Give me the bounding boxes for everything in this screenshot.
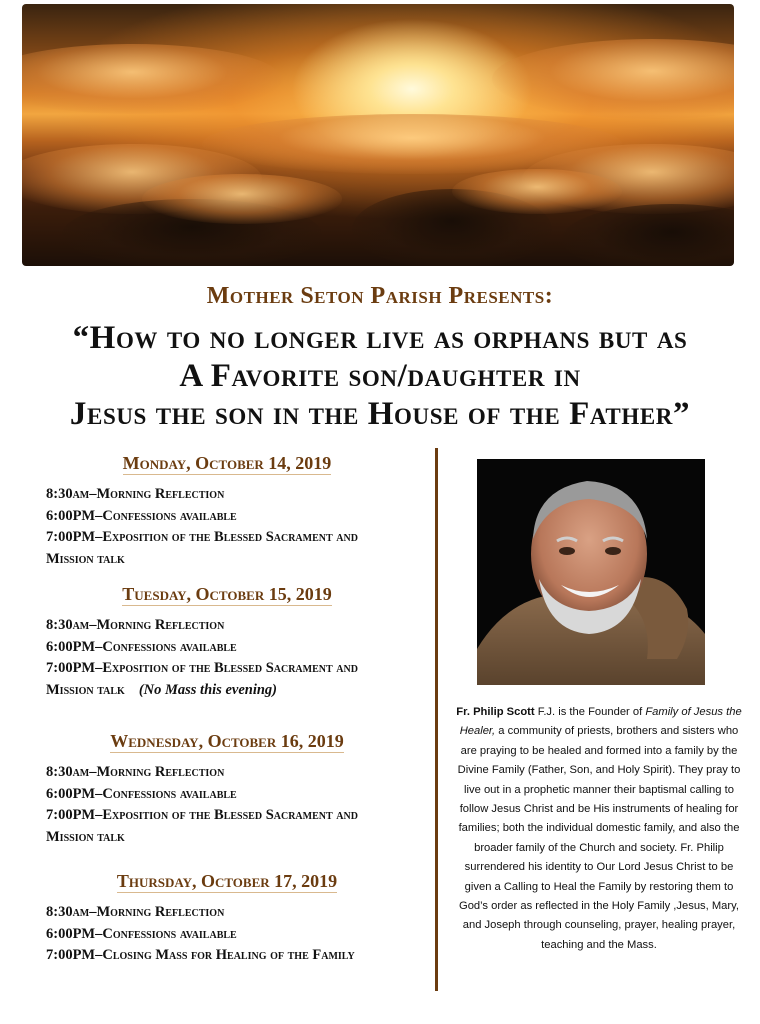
day-heading-thursday xyxy=(22,871,432,892)
schedule-line: 6:00PM–Confessions available xyxy=(46,785,237,802)
schedule-line: Mission talk xyxy=(46,828,125,845)
parish-presents-heading: Mother Seton Parish Presents: xyxy=(206,283,554,309)
schedule-line: 8:30am–Morning Reflection xyxy=(46,764,225,780)
event-title-line-3: Jesus the son in the House of the Father” xyxy=(69,396,691,432)
schedule-line: 7:00PM–Exposition of the Blessed Sacrament and xyxy=(46,807,358,823)
event-title-line-1: “How to no longer live as orphans but as xyxy=(72,320,688,356)
schedule-line: 6:00PM–Confessions available xyxy=(46,638,237,655)
schedule-line-with-note xyxy=(46,680,406,702)
bio-text-body: a community of priests, brothers and sisters who are praying to be healed and formed into a family by the Divine Family (Father, Son, and Holy Spirit). They pray to live out in a prophetic manner their baptismal calling to follow Jesus Christ and be His instruments of healing for families; both the individual domestic family, and also the broader family of the Church and society. Fr. Philip surrendered his identity to Our Lord Jesus Christ to be given a Calling to Heal the Family by restoring them to God’s order as reflected in the Holy Family ,Jesus, Mary, and Joseph through counseling, prayer, healing prayer, teaching and the Mass. xyxy=(457,725,741,951)
schedule-line: Mission talk xyxy=(46,550,125,567)
sunrise-clouds-banner xyxy=(22,4,734,266)
schedule-line: 7:00PM–Exposition of the Blessed Sacrament and xyxy=(46,529,358,545)
event-title-line-2: A Favorite son/daughter in xyxy=(179,358,581,394)
priest-name: Fr. Philip Scott xyxy=(456,706,535,718)
column-divider xyxy=(435,448,438,991)
day-schedule-thursday xyxy=(46,902,406,967)
priest-biography xyxy=(456,703,742,955)
bio-text-intro: F.J. is the Founder of xyxy=(534,706,646,718)
community-name: Family of Jesus the Healer, xyxy=(459,706,742,738)
day-schedule-tuesday xyxy=(46,615,406,701)
priest-portrait-photo xyxy=(477,459,705,685)
no-mass-note: (No Mass this evening) xyxy=(138,681,277,698)
schedule-line: 8:30am–Morning Reflection xyxy=(46,904,225,920)
day-date: Monday, October 14, 2019 xyxy=(122,453,332,473)
day-date: Wednesday, October 16, 2019 xyxy=(110,731,344,751)
day-date: Thursday, October 17, 2019 xyxy=(116,871,338,891)
schedule-line-text: Mission talk xyxy=(46,681,125,698)
day-heading-tuesday xyxy=(22,584,432,605)
schedule-line: 8:30am–Morning Reflection xyxy=(46,486,225,502)
schedule-line: 6:00PM–Confessions available xyxy=(46,507,237,524)
day-date: Tuesday, October 15, 2019 xyxy=(122,584,332,604)
schedule-line: 6:00PM–Confessions available xyxy=(46,925,237,942)
day-heading-wednesday xyxy=(22,731,432,752)
schedule-line: 7:00PM–Closing Mass for Healing of the Family xyxy=(46,947,355,963)
schedule-line: 8:30am–Morning Reflection xyxy=(46,617,225,633)
day-heading-monday xyxy=(22,453,432,474)
day-schedule-wednesday xyxy=(46,762,406,848)
schedule-line: 7:00PM–Exposition of the Blessed Sacrament and xyxy=(46,660,358,676)
portrait-illustration xyxy=(477,459,705,685)
day-schedule-monday xyxy=(46,484,406,570)
